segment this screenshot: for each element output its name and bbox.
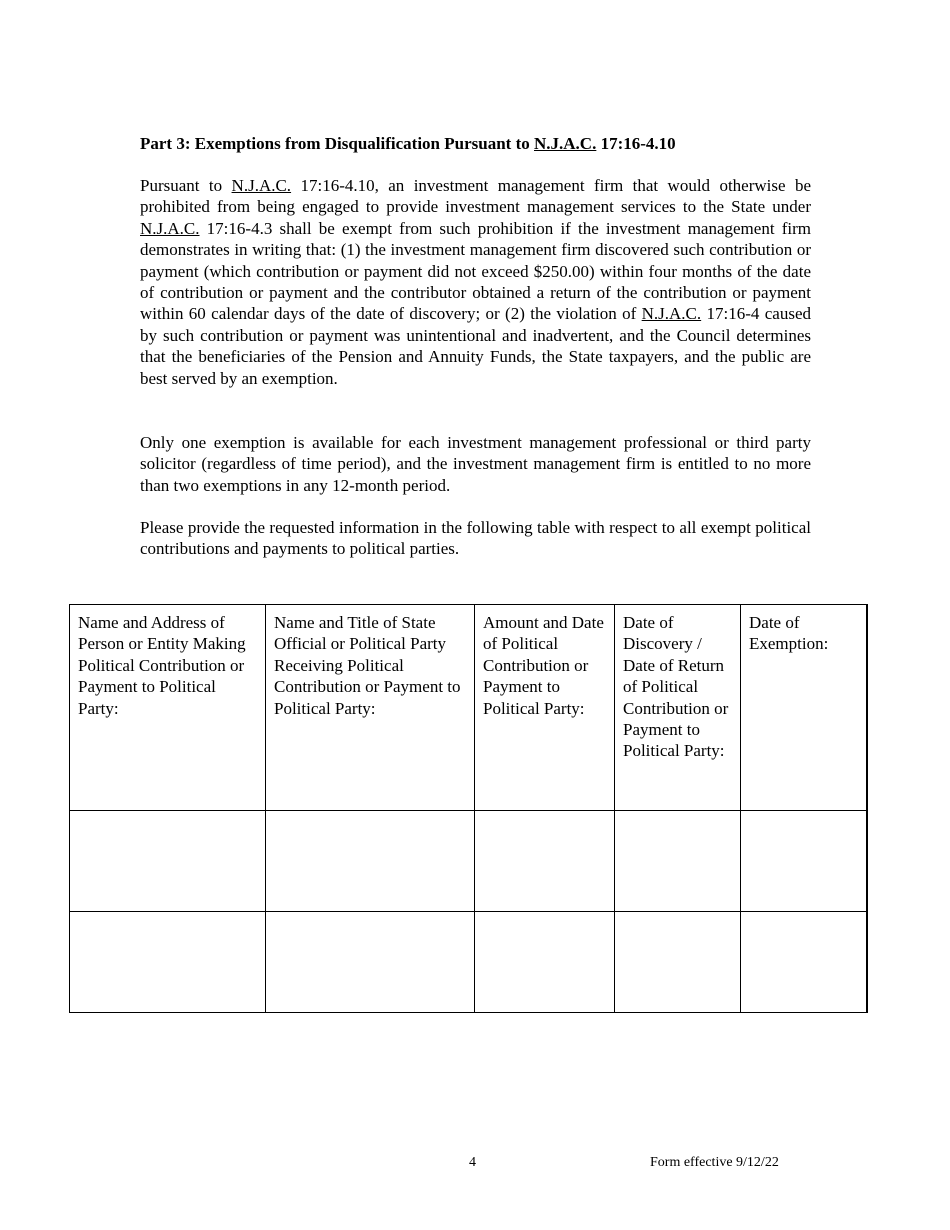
heading-code-ref: N.J.A.C. — [534, 134, 597, 153]
table-cell[interactable] — [475, 811, 615, 912]
form-effective-date: Form effective 9/12/22 — [650, 1155, 779, 1170]
code-ref: N.J.A.C. — [231, 176, 292, 195]
code-ref: N.J.A.C. — [641, 304, 702, 324]
table-cell[interactable] — [741, 811, 867, 912]
column-header-exemption-date: Date of Exemption: — [741, 605, 867, 811]
table-cell[interactable] — [741, 912, 867, 1013]
table-row — [70, 811, 867, 912]
page-number: 4 — [469, 1155, 476, 1170]
table-cell[interactable] — [266, 912, 475, 1013]
exemption-paragraph: Pursuant to N.J.A.C. 17:16-4.10, an investment management firm that would otherwise be prohibited from being engaged to provide investment management services to the State under N.J.A.C. 17:16-4.3 shall be exempt from such prohibition if the investment management firm demonstrates in writing that: (1) the investment management firm discovered such contribution or payment (which contribution or payment did not exceed $250.00) within four months of the date of contribution or payment and the contributor obtained a return of the contribution or payment within 60 calendar days of the date of discovery; or (2) the violation of N.J.A.C. 17:16-4 caused by such contribution or payment was unintentional and inadvertent, and the Council determines that the beneficiaries of the Pension and Annuity Funds, the State taxpayers, and the public are best served by an exemption. — [140, 176, 811, 388]
table-cell[interactable] — [615, 811, 741, 912]
column-header-contributor: Name and Address of Person or Entity Making Political Contribution or Payment to Political Party: — [70, 605, 266, 811]
instruction-paragraph: Please provide the requested information in the following table with respect to all exempt political contributions and payments to political parties. — [140, 518, 811, 559]
exemption-table — [69, 604, 868, 1013]
heading-text: Part 3: Exemptions from Disqualification Pursuant to — [140, 134, 534, 153]
limit-paragraph: Only one exemption is available for each investment management professional or third party solicitor (regardless of time period), and the investment management firm is entitled to no more than two exemptions in any 12-month period. — [140, 433, 811, 495]
table-cell[interactable] — [266, 811, 475, 912]
code-ref: N.J.A.C. — [140, 218, 200, 238]
section-heading — [140, 133, 812, 155]
table-header-row — [70, 605, 867, 811]
table-cell[interactable] — [615, 912, 741, 1013]
table-cell[interactable] — [475, 912, 615, 1013]
table-cell[interactable] — [70, 811, 266, 912]
table-row — [70, 912, 867, 1013]
table-cell[interactable] — [70, 912, 266, 1013]
column-header-recipient: Name and Title of State Official or Political Party Receiving Political Contribution or Payment to Political Party: — [266, 605, 475, 811]
column-header-amount-date: Amount and Date of Political Contribution or Payment to Political Party: — [475, 605, 615, 811]
column-header-discovery-return-date: Date of Discovery / Date of Return of Political Contribution or Payment to Political Party: — [615, 605, 741, 811]
heading-section-number: 17:16-4.10 — [596, 134, 676, 153]
